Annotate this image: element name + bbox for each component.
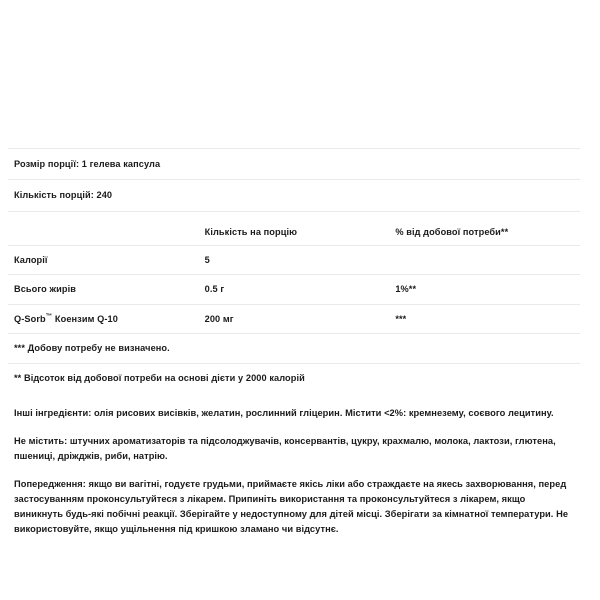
footnote-cell [8,334,580,363]
serving-size-text: Розмір порції: 1 гелева капсула [14,159,161,169]
other-ingredients-paragraph: Інші інгредієнти: олія рисових висівків, желатин, рослинний гліцерин. Містити <2%: кремнезему, соєвого лецитину. [14,408,554,419]
brand-name: Q-Sorb [14,313,46,324]
nutrient-amount: 5 [204,254,210,265]
table-row [8,275,580,304]
warning-paragraph: Попередження: якщо ви вагітні, годуєте грудьми, приймаєте якісь ліки або страждаєте на якесь захворювання, перед застосуванням проконсультуйтеся з лікарем. Припиніть використання та проконсультуйтеся з лікарем, якщо виникнуть будь-які побічні реакції. Зберігайте у недоступному для дітей місці. Зберігати за кімнатної температури. Не використовуйте, якщо ущільнення під кришкою зламано чи відсутнє. [14,479,569,535]
serving-size-cell [8,149,580,180]
header-amount-label: Кількість на порцію [204,226,298,237]
header-name-label [8,224,199,245]
nutrient-daily-value: 1%** [395,284,417,295]
footnote-text: *** Добову потребу не визначено. [14,343,170,354]
nutrient-name-cell [8,275,199,304]
supplement-facts-table [8,148,580,392]
table-row [8,304,580,333]
header-cell-amount [199,211,390,245]
table-row-footnote [8,363,580,392]
servings-per-container-cell [8,180,580,211]
footnote-text: ** Відсоток від добової потреби на основі дієти у 2000 калорій [14,372,305,383]
nutrient-name-cell [8,304,199,333]
nutrient-daily-value-cell [389,275,580,304]
table-row-servings-per-container [8,180,580,211]
header-cell-daily-value [389,211,580,245]
nutrient-amount: 200 мг [204,313,234,324]
header-cell-name [8,211,199,245]
nutrient-daily-value-cell [389,304,580,333]
nutrient-daily-value: *** [395,313,407,324]
free-from-paragraph: Не містить: штучних ароматизаторів та підсолоджувачів, консервантів, цукру, крахмалю, молока, лактози, глютена, пшениці, дріжджів, риби, натрію. [14,436,556,462]
nutrient-amount-cell [199,245,390,274]
nutrient-name: Всього жирів [14,284,76,295]
nutrient-name-cell [8,245,199,274]
table-header-row [8,211,580,245]
nutrient-amount-cell [199,275,390,304]
table-row-footnote [8,334,580,363]
header-daily-value-label: % від добової потреби** [395,226,509,237]
nutrient-amount-cell [199,304,390,333]
table-row [8,245,580,274]
trademark-icon: ™ [45,312,53,320]
nutrient-name-rest: Коензим Q-10 [52,313,118,324]
servings-per-container-text: Кількість порцій: 240 [14,190,113,201]
nutrient-name [8,305,199,333]
table-row-serving-size [8,149,580,180]
nutrient-amount: 0.5 г [204,284,225,295]
footnote-cell [8,363,580,392]
nutrient-name: Калорії [14,254,48,265]
nutrient-daily-value-cell [389,245,580,274]
nutrient-daily-value [389,258,580,274]
